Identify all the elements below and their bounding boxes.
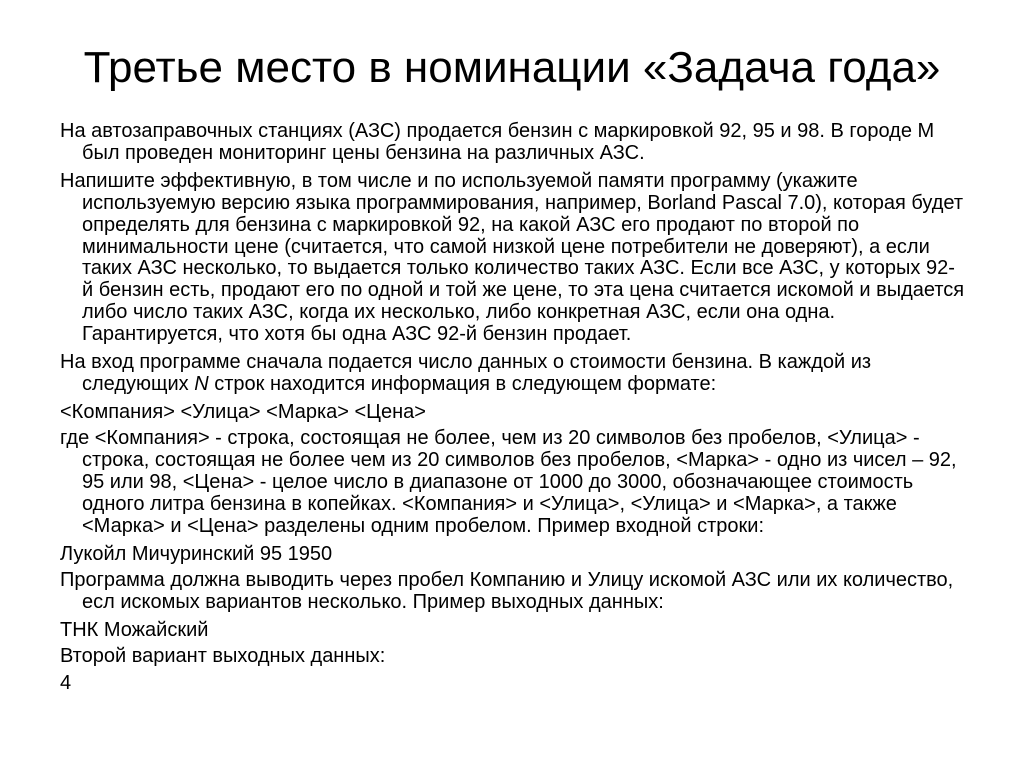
paragraph-task: Напишите эффективную, в том числе и по используемой памяти программу (укажите используемую версию языка программирования, например, Borland Pascal 7.0), которая будет определять для бензина с маркировкой 92, на какой АЗС его продают по второй по минимальности цене (считается, что самой низкой цене потребители не доверяют), а если таких АЗС несколько, то выдается только количество таких АЗС. Если все АЗС, у которых 92-й бензин есть, продают его по одной и той же цене, то эта цена считается искомой и выдается либо число таких АЗС, когда их несколько, либо конкретная АЗС, если она одна. Гарантируется, что хотя бы одна АЗС 92-й бензин продает. — [60, 169, 965, 346]
paragraph-format-details: где <Компания> - строка, состоящая не более, чем из 20 символов без пробелов, <Улица> - строка, состоящая не более чем из 20 символов без пробелов, <Марка> - одно из чисел – 92, 95 или 98, <Цена> - целое число в диапазоне от 1000 до 3000, обозначающее стоимость одного литра бензина в копейках. <Компания> и <Улица>, <Улица> и <Марка>, а также <Марка> и <Цена> разделены одним пробелом. Пример входной строки: — [60, 427, 957, 537]
variable-n: N — [194, 372, 209, 395]
slide-title: Третье место в номинации «Задача года» — [83, 43, 941, 92]
input-description-text-end: строк находится информация в следующем формате: — [208, 372, 717, 395]
slide-body — [60, 121, 965, 695]
paragraph-output-description: Программа должна выводить через пробел Компанию и Улицу искомой АЗС или их количество, есл искомых вариантов несколько. Пример выходных данных: — [60, 569, 954, 614]
paragraph-input-description — [60, 352, 965, 396]
paragraph-output-example: ТНК Можайский — [60, 619, 209, 642]
paragraph-intro: На автозаправочных станциях (АЗС) продается бензин с маркировкой 92, 95 и 98. В городе М был проведен мониторинг цены бензина на различных АЗС. — [60, 120, 935, 164]
input-description-text-start: На вход программе сначала подается число данных о стоимости бензина. В каждой из следующих — [60, 351, 872, 395]
paragraph-input-example: Лукойл Мичуринский 95 1950 — [60, 542, 333, 565]
paragraph-second-variant: Второй вариант выходных данных: — [60, 645, 386, 668]
paragraph-input-format: <Компания> <Улица> <Марка> <Цена> — [60, 400, 426, 423]
paragraph-output-example-2: 4 — [60, 671, 72, 694]
